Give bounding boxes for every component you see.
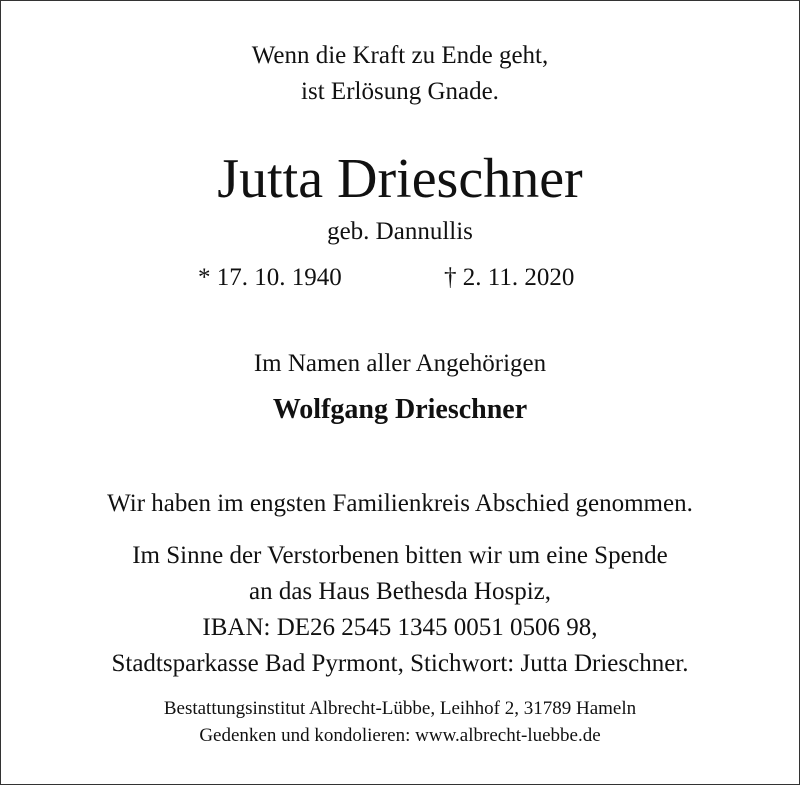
farewell-notice: Wir haben im engsten Familienkreis Abschied genommen. <box>107 490 693 517</box>
birth-name: geb. Dannullis <box>327 218 473 245</box>
motto-line-2: ist Erlösung Gnade. <box>301 78 499 105</box>
funeral-home-address: Bestattungsinstitut Albrecht-Lübbe, Leihhof 2, 31789 Hameln <box>163 698 637 719</box>
donation-line-1: Im Sinne der Verstorbenen bitten wir um eine Spende <box>132 542 668 569</box>
deceased-name: Jutta Drieschner <box>217 148 583 210</box>
condolence-website: Gedenken und kondolieren: www.albrecht-luebbe.de <box>199 725 601 746</box>
donation-line-2: an das Haus Bethesda Hospiz, <box>248 578 551 605</box>
motto-line-1: Wenn die Kraft zu Ende geht, <box>251 42 549 69</box>
life-dates <box>0 262 800 294</box>
funeral-home-footer <box>0 695 800 749</box>
motto <box>0 38 800 110</box>
donation-request <box>0 538 800 682</box>
donation-bank: Stadtsparkasse Bad Pyrmont, Stichwort: Jutta Drieschner. <box>111 650 689 677</box>
donation-iban: IBAN: DE26 2545 1345 0051 0506 98, <box>202 614 598 641</box>
birth-date: * 17. 10. 1940 <box>198 264 342 291</box>
death-date: † 2. 11. 2020 <box>444 264 575 291</box>
mourners-intro: Im Namen aller Angehörigen <box>253 350 547 377</box>
mourner-name: Wolfgang Drieschner <box>272 394 528 425</box>
